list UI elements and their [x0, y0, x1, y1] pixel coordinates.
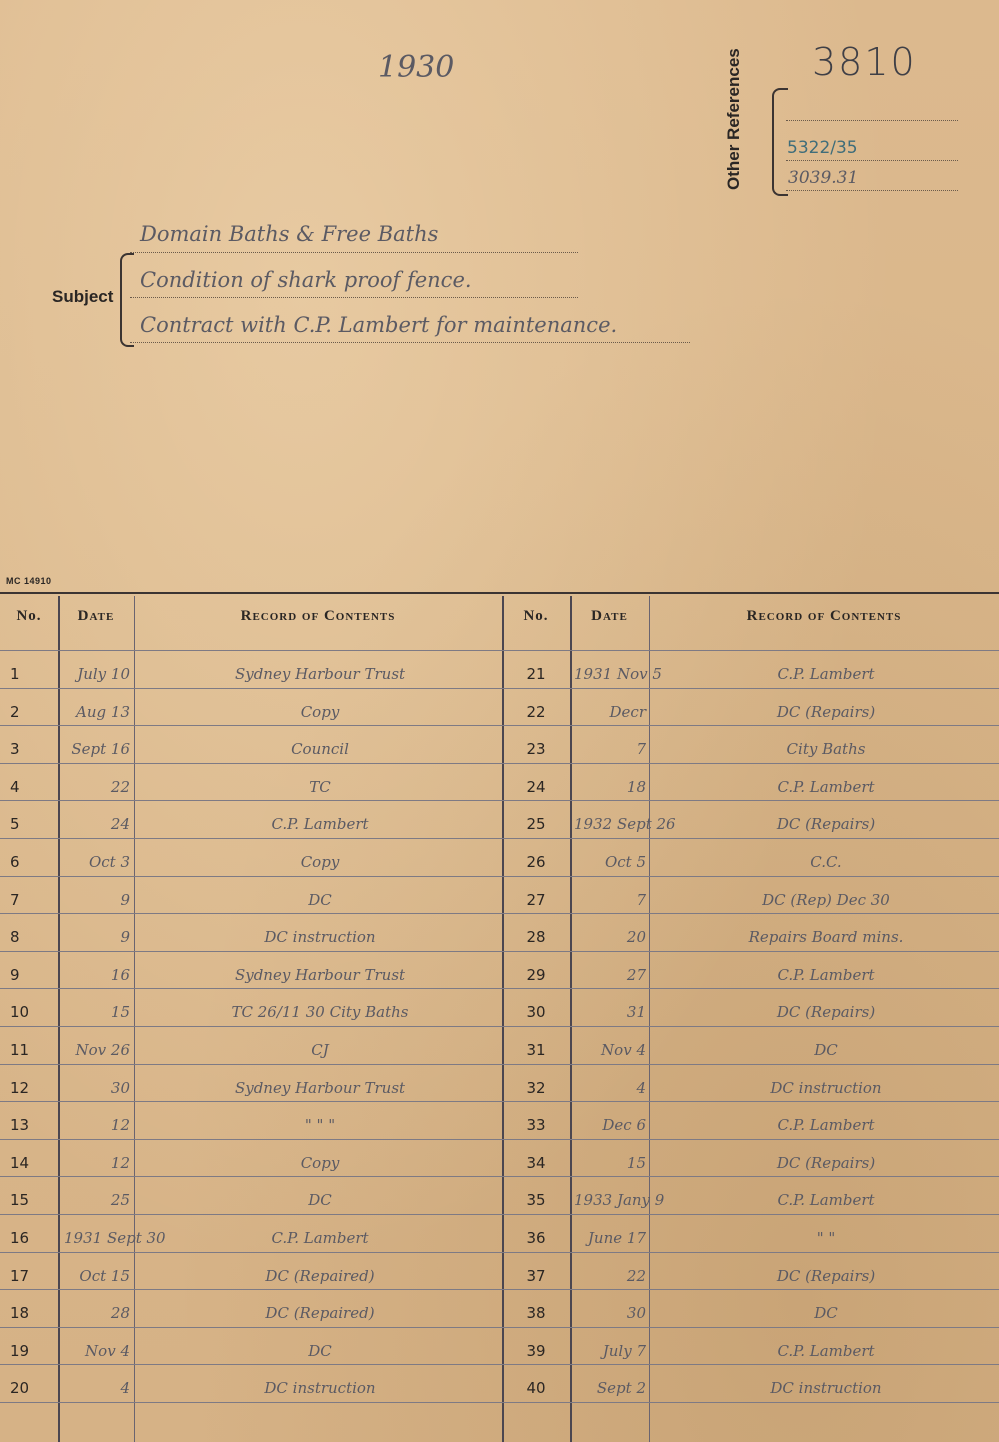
row-date: 7 [636, 740, 646, 759]
row-contents: C.P. Lambert [777, 777, 875, 796]
row-contents: Sydney Harbour Trust [234, 1078, 406, 1097]
row-contents: CJ [311, 1041, 329, 1059]
row-number: 6 [10, 853, 20, 871]
header-contents-left: Record of Contents [240, 608, 396, 624]
row-date: Nov 4 [85, 1341, 130, 1360]
row-date: Nov 26 [75, 1041, 130, 1059]
subject-brace [120, 253, 134, 347]
row-contents: Copy [300, 1153, 340, 1172]
row-contents: C.P. Lambert [271, 815, 369, 834]
row-number: 37 [526, 1266, 546, 1285]
header-no-right: No. [523, 608, 549, 624]
row-date: July 10 [77, 665, 130, 683]
column-divider [649, 596, 650, 1442]
other-references-brace [772, 88, 788, 196]
row-contents: DC [308, 890, 332, 909]
row-date: 22 [110, 777, 130, 796]
row-contents: DC (Repairs) [776, 702, 876, 721]
row-contents: Sydney Harbour Trust [234, 665, 406, 683]
header-date-right: Date [591, 608, 628, 624]
row-date: 4 [120, 1379, 130, 1398]
row-date: 24 [110, 815, 130, 834]
row-number: 28 [526, 928, 546, 947]
row-date: 12 [110, 1116, 130, 1135]
subject-line [130, 297, 578, 298]
row-contents: Copy [300, 853, 340, 871]
row-contents: Sydney Harbour Trust [234, 965, 406, 984]
row-contents: C.P. Lambert [777, 1191, 875, 1210]
table-row-rule [0, 876, 999, 877]
row-date: Oct 3 [88, 853, 130, 871]
row-contents: C.P. Lambert [777, 665, 875, 683]
row-date: 15 [110, 1003, 130, 1022]
row-number: 30 [526, 1003, 546, 1022]
subject-line-2: Condition of shark proof fence. [140, 268, 472, 292]
row-number: 21 [526, 665, 546, 683]
row-number: 10 [10, 1003, 30, 1022]
table-row-rule [0, 838, 999, 839]
row-contents: DC instruction [264, 1379, 376, 1398]
row-number: 23 [526, 740, 546, 759]
row-number: 20 [10, 1379, 30, 1398]
row-date: 22 [626, 1266, 646, 1285]
row-number: 18 [10, 1304, 30, 1323]
row-date: 30 [626, 1304, 646, 1323]
row-number: 1 [10, 665, 20, 683]
row-number: 35 [526, 1191, 546, 1210]
table-row-rule [0, 725, 999, 726]
other-reference-1: 5322/35 [787, 138, 858, 158]
table-row-rule [0, 951, 999, 952]
row-date: 7 [636, 890, 646, 909]
row-date: 9 [120, 890, 130, 909]
subject-line-1: Domain Baths & Free Baths [140, 222, 439, 246]
row-number: 32 [526, 1078, 546, 1097]
row-date: 1931 Nov 5 [574, 665, 662, 683]
row-contents: DC [814, 1304, 838, 1323]
table-row-rule [0, 1364, 999, 1365]
row-date: 4 [636, 1078, 646, 1097]
table-row-rule [0, 1214, 999, 1215]
row-contents: DC (Repairs) [776, 1266, 876, 1285]
row-date: 28 [110, 1304, 130, 1323]
header-date-left: Date [77, 608, 115, 624]
row-number: 27 [526, 890, 546, 909]
row-contents: TC [309, 777, 331, 796]
row-date: Nov 4 [601, 1041, 646, 1059]
row-number: 7 [10, 890, 20, 909]
row-contents: DC [814, 1041, 838, 1059]
row-date: 1932 Sept 26 [574, 815, 676, 834]
row-date: 12 [110, 1153, 130, 1172]
row-number: 24 [526, 777, 546, 796]
row-contents: City Baths [786, 740, 866, 759]
row-number: 8 [10, 928, 20, 947]
column-divider [502, 596, 504, 1442]
table-row-rule [0, 1064, 999, 1065]
row-date: June 17 [587, 1229, 646, 1247]
row-number: 36 [526, 1229, 546, 1247]
subject-line-3: Contract with C.P. Lambert for maintenance. [140, 313, 618, 337]
row-contents: Copy [300, 702, 340, 721]
row-number: 9 [10, 965, 20, 984]
column-divider [134, 596, 135, 1442]
row-contents: C.P. Lambert [271, 1229, 369, 1247]
row-contents: " " [816, 1229, 836, 1247]
table-row-rule [0, 1176, 999, 1177]
row-number: 5 [10, 815, 20, 834]
row-number: 31 [526, 1041, 546, 1059]
row-date: 20 [626, 928, 646, 947]
table-row-rule [0, 1327, 999, 1328]
table-row-rule [0, 650, 999, 651]
row-date: 16 [110, 965, 130, 984]
row-date: 30 [110, 1078, 130, 1097]
table-row-rule [0, 688, 999, 689]
table-row-rule [0, 988, 999, 989]
row-number: 33 [526, 1116, 546, 1135]
row-number: 34 [526, 1153, 546, 1172]
table-row-rule [0, 800, 999, 801]
table-row-rule [0, 913, 999, 914]
row-contents: C.P. Lambert [777, 1116, 875, 1135]
table-row-rule [0, 1139, 999, 1140]
row-date: 9 [120, 928, 130, 947]
header-no-left: No. [16, 608, 42, 624]
row-number: 26 [526, 853, 546, 871]
row-number: 12 [10, 1078, 30, 1097]
row-date: Sept 2 [596, 1379, 646, 1398]
row-contents: TC 26/11 30 City Baths [231, 1003, 409, 1022]
row-contents: DC (Rep) Dec 30 [762, 890, 890, 909]
reference-line [786, 190, 958, 191]
row-number: 4 [10, 777, 20, 796]
row-date: 18 [626, 777, 646, 796]
file-number: 3810 [812, 40, 917, 84]
table-row-rule [0, 763, 999, 764]
row-contents: DC (Repairs) [776, 1153, 876, 1172]
row-contents: C.C. [810, 853, 842, 871]
row-contents: DC [308, 1341, 332, 1360]
row-contents: DC (Repairs) [776, 815, 876, 834]
row-date: Oct 15 [79, 1266, 130, 1285]
other-reference-2: 3039.31 [788, 168, 859, 188]
column-divider [58, 596, 60, 1442]
row-date: Oct 5 [604, 853, 646, 871]
row-date: 1931 Sept 30 [64, 1229, 166, 1247]
row-number: 22 [526, 702, 546, 721]
row-date: Aug 13 [76, 702, 130, 721]
row-contents: DC (Repaired) [265, 1266, 375, 1285]
row-number: 13 [10, 1116, 30, 1135]
row-number: 14 [10, 1153, 30, 1172]
row-date: 25 [110, 1191, 130, 1210]
row-number: 17 [10, 1266, 30, 1285]
row-number: 15 [10, 1191, 30, 1210]
column-divider [570, 596, 572, 1442]
row-date: 1933 Jany 9 [574, 1191, 665, 1210]
row-contents: DC instruction [770, 1379, 882, 1398]
row-date: Decr [609, 702, 646, 721]
subject-label: Subject [52, 287, 114, 306]
row-contents: DC (Repaired) [265, 1304, 375, 1323]
other-references-label-text: Other References [724, 48, 743, 190]
row-contents: DC instruction [770, 1078, 882, 1097]
table-row-rule [0, 1252, 999, 1253]
row-number: 11 [10, 1041, 30, 1059]
reference-line [786, 160, 958, 161]
row-number: 16 [10, 1229, 30, 1247]
table-row-rule [0, 1402, 999, 1403]
row-date: 31 [626, 1003, 646, 1022]
table-top-rule [0, 592, 999, 594]
row-contents: DC [308, 1191, 332, 1210]
table-row-rule [0, 1026, 999, 1027]
row-date: Dec 6 [602, 1116, 646, 1135]
row-number: 40 [526, 1379, 546, 1398]
row-contents: DC (Repairs) [776, 1003, 876, 1022]
record-of-contents-table [0, 592, 999, 1442]
row-contents: Council [291, 740, 349, 759]
row-number: 2 [10, 702, 20, 721]
row-contents: C.P. Lambert [777, 965, 875, 984]
row-contents: " " " [304, 1116, 336, 1135]
row-date: 27 [626, 965, 646, 984]
row-date: Sept 16 [71, 740, 130, 759]
row-contents: Repairs Board mins. [748, 928, 904, 947]
reference-line [786, 120, 958, 121]
row-date: July 7 [602, 1341, 646, 1360]
row-number: 25 [526, 815, 546, 834]
row-number: 19 [10, 1341, 30, 1360]
subject-line [130, 342, 690, 343]
table-row-rule [0, 1289, 999, 1290]
row-contents: C.P. Lambert [777, 1341, 875, 1360]
row-number: 29 [526, 965, 546, 984]
file-year: 1930 [378, 50, 455, 85]
row-number: 3 [10, 740, 20, 759]
row-date: 15 [626, 1153, 646, 1172]
row-contents: DC instruction [264, 928, 376, 947]
form-code: MC 14910 [6, 576, 52, 586]
subject-line [130, 252, 578, 253]
row-number: 39 [526, 1341, 546, 1360]
row-number: 38 [526, 1304, 546, 1323]
header-contents-right: Record of Contents [746, 608, 902, 624]
table-row-rule [0, 1101, 999, 1102]
